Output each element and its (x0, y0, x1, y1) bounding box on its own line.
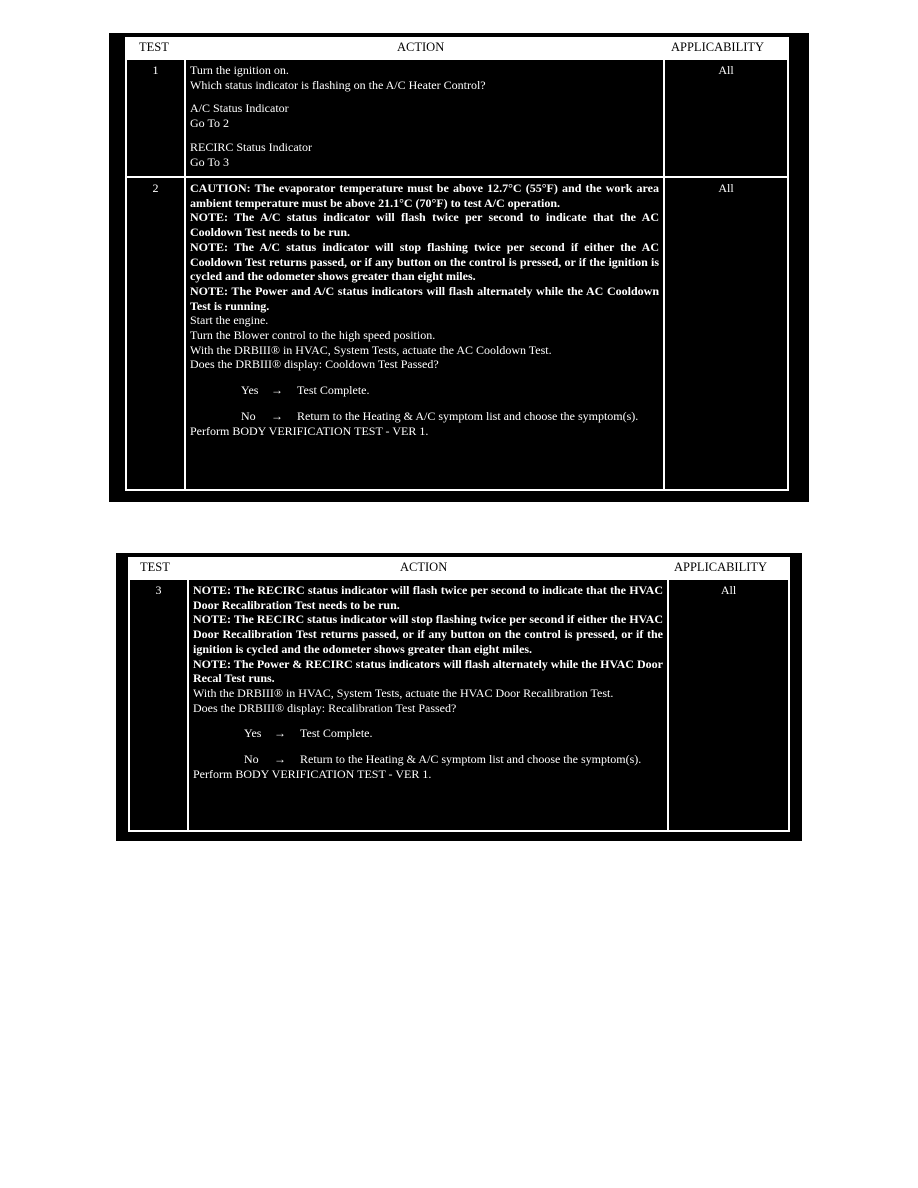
yes-result: Test Complete. (300, 726, 373, 741)
action-step: Start the engine. (190, 313, 269, 328)
verification-step: Perform BODY VERIFICATION TEST - VER 1. (193, 766, 432, 781)
test-number: 2 (152, 181, 159, 195)
header-test: TEST (139, 40, 169, 54)
action-step: Turn the ignition on. (190, 63, 289, 77)
option-ac-status: A/C Status Indicator (190, 101, 289, 116)
applicability-value: All (718, 63, 734, 77)
arrow-right-icon: → (274, 726, 286, 741)
goto-link[interactable]: Go To 2 (190, 116, 229, 131)
note-text: NOTE: The RECIRC status indicator will flash twice per second to indicate that the HVAC Door Recalibration Test needs to be run. (193, 583, 663, 612)
yes-result: Test Complete. (297, 383, 370, 398)
applicability-cell (663, 58, 789, 178)
goto-link[interactable]: Go To 3 (190, 154, 229, 169)
note-text: NOTE: The A/C status indicator will flash twice per second to indicate that the AC Cooldown Test needs to be run. (190, 210, 659, 240)
no-label: No (241, 408, 256, 423)
no-label: No (244, 752, 259, 767)
yes-choice[interactable] (244, 726, 663, 741)
action-step: Does the DRBIII® display: Cooldown Test Passed? (190, 357, 439, 372)
action-cell (184, 176, 665, 491)
note-text: NOTE: The Power and A/C status indicators will flash alternately while the AC Cooldown Test is running. (190, 283, 659, 313)
applicability-cell (663, 176, 789, 491)
diagnostic-table-1 (109, 33, 809, 502)
arrow-right-icon: → (271, 408, 283, 423)
action-step: Does the DRBIII® display: Recalibration Test Passed? (193, 700, 457, 715)
action-cell (187, 578, 669, 832)
no-result: Return to the Heating & A/C symptom list and choose the symptom(s). (297, 408, 639, 423)
option-recirc-status: RECIRC Status Indicator (190, 139, 312, 154)
verification-step: Perform BODY VERIFICATION TEST - VER 1. (190, 423, 429, 438)
applicability-cell (667, 578, 790, 832)
no-result: Return to the Heating & A/C symptom list and choose the symptom(s). (300, 752, 642, 767)
header-action: ACTION (400, 560, 448, 574)
test-number-cell (125, 176, 186, 491)
action-step: Which status indicator is flashing on the A/C Heater Control? (190, 77, 486, 92)
arrow-right-icon: → (274, 752, 286, 767)
test-number-cell (128, 578, 189, 832)
header-applicability: APPLICABILITY (674, 560, 768, 574)
note-text: NOTE: The RECIRC status indicator will stop flashing twice per second if either the HVAC Door Recalibration Test returns passed, or if any button on the control is pressed, or if the ignition is cycled and the odometer shows greater than eight miles. (193, 612, 663, 656)
test-number: 3 (155, 583, 162, 597)
action-step: Turn the Blower control to the high speed position. (190, 328, 436, 343)
note-text: NOTE: The Power & RECIRC status indicators will flash alternately while the HVAC Door Recal Test runs. (193, 656, 663, 686)
table-header (125, 37, 789, 58)
caution-text: CAUTION: The evaporator temperature must be above 12.7°C (55°F) and the work area ambient temperature must be above 21.1°C (70°F) to test A/C operation. (190, 181, 659, 210)
header-test: TEST (140, 560, 170, 574)
yes-label: Yes (241, 383, 259, 398)
header-action: ACTION (397, 40, 445, 54)
yes-label: Yes (244, 726, 262, 741)
action-cell (184, 58, 665, 178)
test-number: 1 (152, 63, 159, 77)
header-applicability: APPLICABILITY (671, 40, 765, 54)
note-text: NOTE: The A/C status indicator will stop flashing twice per second if either the AC Cooldown Test returns passed, or if any button on the control is pressed, or if the ignition is cycled and the odometer shows greater than eight miles. (190, 239, 659, 284)
action-step: With the DRBIII® in HVAC, System Tests, actuate the AC Cooldown Test. (190, 342, 552, 357)
diagnostic-table-2 (116, 553, 802, 841)
arrow-right-icon: → (271, 383, 283, 398)
yes-choice[interactable] (241, 383, 659, 398)
table-header (128, 557, 790, 578)
no-choice[interactable] (241, 409, 659, 424)
applicability-value: All (720, 583, 737, 597)
test-number-cell (125, 58, 186, 178)
no-choice[interactable] (244, 752, 663, 767)
action-step: With the DRBIII® in HVAC, System Tests, actuate the HVAC Door Recalibration Test. (193, 685, 614, 700)
applicability-value: All (718, 181, 734, 195)
